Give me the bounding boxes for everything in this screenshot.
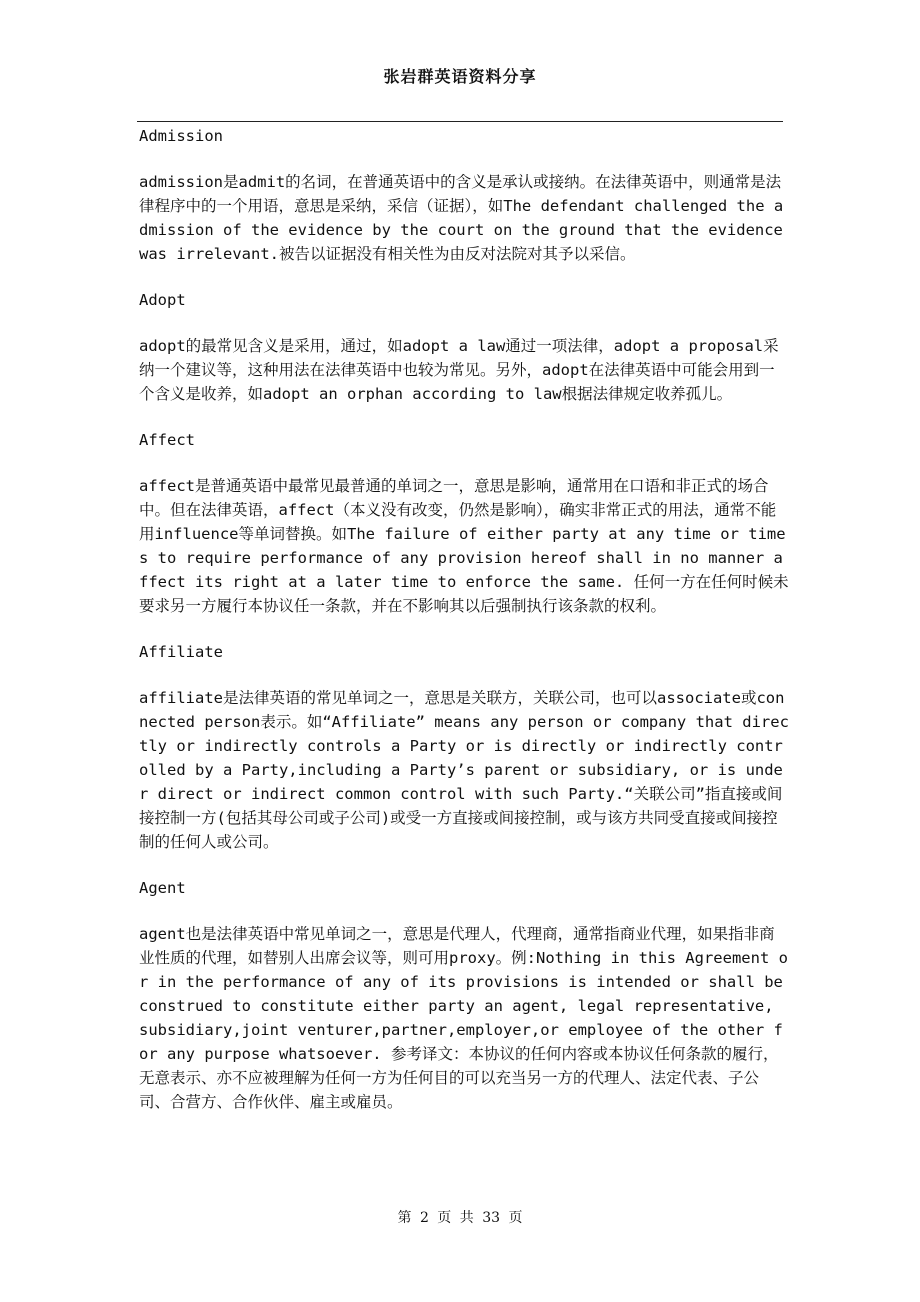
term-paragraph: admission是admit的名词，在普通英语中的含义是承认或接纳。在法律英语中，则通常是法律程序中的一个用语，意思是采纳，采信（证据），如The defendant challenged the admission of the evidence by the court on the ground that the evidence was irrelevant.被告以证据没有相关性为由反对法院对其予以采信。 bbox=[139, 173, 784, 263]
term-paragraph: adopt的最常见含义是采用，通过，如adopt a law通过一项法律，adopt a proposal采纳一个建议等，这种用法在法律英语中也较为常见。另外，adopt在法律英语中可能会用到一个含义是收养，如adopt an orphan according to law根据法律规定收养孤儿。 bbox=[139, 337, 779, 403]
term-paragraph: agent也是法律英语中常见单词之一，意思是代理人，代理商，通常指商业代理，如果指非商业性质的代理，如替别人出席会议等，则可用proxy。例:Nothing in this Agreement or in the performance of any of its provisions is intended or shall be construed to constitute either party an agent, legal representative, subsidiary,joint venturer,partner,employer,or employee of the other for any purpose whatsoever. 参考译文：本协议的任何内容或本协议任何条款的履行，无意表示、亦不应被理解为任何一方为任何目的可以充当另一方的代理人、法定代表、子公司、合营方、合作伙伴、雇主或雇员。 bbox=[139, 925, 788, 1111]
term-heading: Admission bbox=[139, 127, 223, 145]
section-adopt bbox=[139, 288, 789, 406]
term-paragraph: affect是普通英语中最常见最普通的单词之一，意思是影响，通常用在口语和非正式的场合中。但在法律英语，affect（本义没有改变，仍然是影响），确实非常正式的用法，通常不能用influence等单词替换。如The failure of either party at any time or times to require performance of any provision hereof shall in no manner affect its right at a later time to enforce the same. 任何一方在任何时候未要求另一方履行本协议任一条款，并在不影响其以后强制执行该条款的权利。 bbox=[139, 477, 789, 615]
section-admission bbox=[139, 124, 789, 266]
term-heading: Adopt bbox=[139, 291, 186, 309]
term-paragraph: affiliate是法律英语的常见单词之一，意思是关联方，关联公司，也可以associate或connected person表示。如“Affiliate” means any person or company that directly or indirectly controls a Party or is directly or indirectly controlled by a Party,including a Party’s parent or subsidiary, or is under direct or indirect common control with such Party.“关联公司”指直接或间接控制一方(包括其母公司或子公司)或受一方直接或间接控制，或与该方共同受直接或间接控制的任何人或公司。 bbox=[139, 689, 789, 851]
page-number-footer: 第 2 页 共 33 页 bbox=[397, 1210, 523, 1226]
term-heading: Affiliate bbox=[139, 643, 223, 661]
section-agent bbox=[139, 876, 789, 1114]
section-affiliate bbox=[139, 640, 789, 854]
section-affect bbox=[139, 428, 789, 618]
document-body bbox=[139, 124, 789, 1136]
term-heading: Agent bbox=[139, 879, 186, 897]
header-divider bbox=[137, 121, 783, 122]
page-header-title: 张岩群英语资料分享 bbox=[383, 67, 537, 86]
term-heading: Affect bbox=[139, 431, 195, 449]
